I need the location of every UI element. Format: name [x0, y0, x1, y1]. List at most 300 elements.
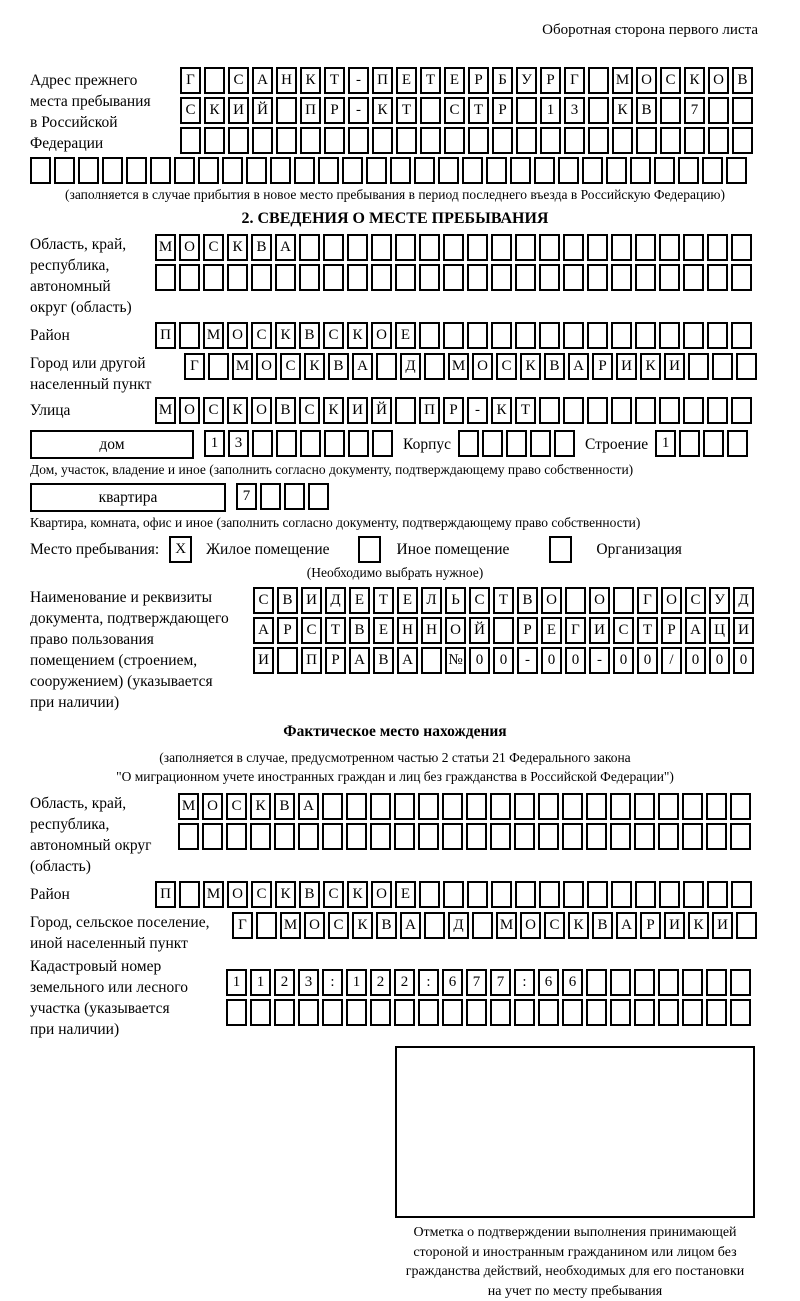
char-cell[interactable]: П: [372, 67, 393, 94]
char-cell[interactable]: А: [252, 67, 273, 94]
char-cell[interactable]: П: [300, 97, 321, 124]
char-cell[interactable]: Р: [492, 97, 513, 124]
char-cell[interactable]: В: [732, 67, 753, 94]
char-cell[interactable]: [612, 127, 633, 154]
char-cell[interactable]: О: [227, 881, 248, 908]
char-cell[interactable]: [682, 969, 703, 996]
char-cell[interactable]: М: [203, 881, 224, 908]
char-cell[interactable]: [634, 793, 655, 820]
char-cell[interactable]: [563, 881, 584, 908]
char-cell[interactable]: [222, 157, 243, 184]
char-cell[interactable]: [298, 999, 319, 1026]
char-cell[interactable]: [443, 234, 464, 261]
char-cell[interactable]: С: [469, 587, 490, 614]
char-cell[interactable]: [347, 234, 368, 261]
char-cell[interactable]: [276, 127, 297, 154]
char-cell[interactable]: [203, 264, 224, 291]
char-cell[interactable]: [586, 999, 607, 1026]
char-cell[interactable]: [54, 157, 75, 184]
char-cell[interactable]: А: [685, 617, 706, 644]
char-cell[interactable]: М: [155, 234, 176, 261]
char-cell[interactable]: [538, 999, 559, 1026]
char-cell[interactable]: К: [347, 881, 368, 908]
char-cell[interactable]: О: [256, 353, 277, 380]
char-cell[interactable]: [420, 97, 441, 124]
char-cell[interactable]: [514, 793, 535, 820]
char-cell[interactable]: [635, 322, 656, 349]
char-cell[interactable]: [654, 157, 675, 184]
char-cell[interactable]: С: [228, 67, 249, 94]
char-cell[interactable]: Е: [396, 67, 417, 94]
char-cell[interactable]: [539, 881, 560, 908]
char-cell[interactable]: А: [275, 234, 296, 261]
char-cell[interactable]: [466, 793, 487, 820]
char-cell[interactable]: М: [612, 67, 633, 94]
char-cell[interactable]: [252, 127, 273, 154]
char-cell[interactable]: [491, 881, 512, 908]
char-cell[interactable]: [534, 157, 555, 184]
char-cell[interactable]: Н: [421, 617, 442, 644]
char-cell[interactable]: [635, 881, 656, 908]
char-cell[interactable]: В: [275, 397, 296, 424]
char-cell[interactable]: [708, 97, 729, 124]
char-cell[interactable]: [394, 823, 415, 850]
char-cell[interactable]: Р: [325, 647, 346, 674]
char-cell[interactable]: О: [227, 322, 248, 349]
char-cell[interactable]: Т: [420, 67, 441, 94]
char-cell[interactable]: К: [304, 353, 325, 380]
char-cell[interactable]: [277, 647, 298, 674]
char-cell[interactable]: [530, 430, 551, 457]
char-cell[interactable]: [202, 823, 223, 850]
char-cell[interactable]: [250, 999, 271, 1026]
char-cell[interactable]: [251, 264, 272, 291]
char-cell[interactable]: О: [179, 397, 200, 424]
char-cell[interactable]: [366, 157, 387, 184]
char-cell[interactable]: [587, 234, 608, 261]
char-cell[interactable]: 1: [655, 430, 676, 457]
char-cell[interactable]: [155, 264, 176, 291]
char-cell[interactable]: [515, 881, 536, 908]
char-cell[interactable]: Г: [180, 67, 201, 94]
char-cell[interactable]: [322, 999, 343, 1026]
char-cell[interactable]: [394, 999, 415, 1026]
char-cell[interactable]: [588, 67, 609, 94]
char-cell[interactable]: [252, 430, 273, 457]
char-cell[interactable]: П: [301, 647, 322, 674]
char-cell[interactable]: 3: [228, 430, 249, 457]
char-cell[interactable]: [438, 157, 459, 184]
char-cell[interactable]: [468, 127, 489, 154]
char-cell[interactable]: [516, 97, 537, 124]
char-cell[interactable]: [442, 793, 463, 820]
char-cell[interactable]: Р: [468, 67, 489, 94]
char-cell[interactable]: В: [636, 97, 657, 124]
char-cell[interactable]: [492, 127, 513, 154]
char-cell[interactable]: Г: [565, 617, 586, 644]
char-cell[interactable]: [421, 647, 442, 674]
char-cell[interactable]: [582, 157, 603, 184]
char-cell[interactable]: [635, 264, 656, 291]
char-cell[interactable]: М: [203, 322, 224, 349]
char-cell[interactable]: О: [202, 793, 223, 820]
char-cell[interactable]: А: [352, 353, 373, 380]
char-cell[interactable]: [558, 157, 579, 184]
char-cell[interactable]: [179, 322, 200, 349]
char-cell[interactable]: [610, 793, 631, 820]
char-cell[interactable]: Т: [373, 587, 394, 614]
char-cell[interactable]: [227, 264, 248, 291]
char-cell[interactable]: [390, 157, 411, 184]
char-cell[interactable]: [443, 881, 464, 908]
char-cell[interactable]: К: [227, 397, 248, 424]
char-cell[interactable]: В: [299, 322, 320, 349]
char-cell[interactable]: [348, 430, 369, 457]
char-cell[interactable]: [276, 430, 297, 457]
char-cell[interactable]: С: [544, 912, 565, 939]
stay-option-residential-checkbox[interactable]: X: [169, 536, 192, 563]
char-cell[interactable]: [444, 127, 465, 154]
char-cell[interactable]: [736, 353, 757, 380]
char-cell[interactable]: 1: [540, 97, 561, 124]
char-cell[interactable]: [467, 322, 488, 349]
char-cell[interactable]: С: [496, 353, 517, 380]
char-cell[interactable]: [300, 430, 321, 457]
char-cell[interactable]: [324, 127, 345, 154]
char-cell[interactable]: [226, 823, 247, 850]
char-cell[interactable]: [276, 97, 297, 124]
char-cell[interactable]: 0: [709, 647, 730, 674]
char-cell[interactable]: 0: [685, 647, 706, 674]
char-cell[interactable]: И: [664, 912, 685, 939]
char-cell[interactable]: К: [227, 234, 248, 261]
char-cell[interactable]: [587, 881, 608, 908]
char-cell[interactable]: [730, 969, 751, 996]
char-cell[interactable]: В: [251, 234, 272, 261]
char-cell[interactable]: С: [328, 912, 349, 939]
char-cell[interactable]: Г: [232, 912, 253, 939]
char-cell[interactable]: Г: [564, 67, 585, 94]
char-cell[interactable]: [660, 127, 681, 154]
char-cell[interactable]: [226, 999, 247, 1026]
char-cell[interactable]: [684, 127, 705, 154]
char-cell[interactable]: [563, 397, 584, 424]
char-cell[interactable]: И: [301, 587, 322, 614]
char-cell[interactable]: [678, 157, 699, 184]
char-cell[interactable]: [515, 322, 536, 349]
char-cell[interactable]: [443, 264, 464, 291]
char-cell[interactable]: [732, 127, 753, 154]
char-cell[interactable]: [491, 264, 512, 291]
char-cell[interactable]: 0: [733, 647, 754, 674]
char-cell[interactable]: Е: [444, 67, 465, 94]
char-cell[interactable]: Р: [661, 617, 682, 644]
char-cell[interactable]: [298, 823, 319, 850]
char-cell[interactable]: К: [372, 97, 393, 124]
char-cell[interactable]: Д: [325, 587, 346, 614]
char-cell[interactable]: [538, 793, 559, 820]
char-cell[interactable]: [730, 999, 751, 1026]
char-cell[interactable]: И: [347, 397, 368, 424]
char-cell[interactable]: [587, 264, 608, 291]
char-cell[interactable]: А: [400, 912, 421, 939]
char-cell[interactable]: [688, 353, 709, 380]
char-cell[interactable]: [284, 483, 305, 510]
char-cell[interactable]: [178, 823, 199, 850]
char-cell[interactable]: [636, 127, 657, 154]
char-cell[interactable]: [659, 234, 680, 261]
char-cell[interactable]: [707, 397, 728, 424]
char-cell[interactable]: [506, 430, 527, 457]
char-cell[interactable]: [516, 127, 537, 154]
char-cell[interactable]: [514, 823, 535, 850]
char-cell[interactable]: [658, 823, 679, 850]
char-cell[interactable]: И: [228, 97, 249, 124]
char-cell[interactable]: К: [612, 97, 633, 124]
char-cell[interactable]: К: [520, 353, 541, 380]
char-cell[interactable]: [323, 264, 344, 291]
char-cell[interactable]: В: [517, 587, 538, 614]
char-cell[interactable]: [256, 912, 277, 939]
char-cell[interactable]: [682, 823, 703, 850]
char-cell[interactable]: [204, 127, 225, 154]
char-cell[interactable]: С: [251, 322, 272, 349]
char-cell[interactable]: М: [280, 912, 301, 939]
char-cell[interactable]: Р: [540, 67, 561, 94]
char-cell[interactable]: [228, 127, 249, 154]
char-cell[interactable]: А: [298, 793, 319, 820]
char-cell[interactable]: [204, 67, 225, 94]
char-cell[interactable]: Н: [397, 617, 418, 644]
char-cell[interactable]: [418, 999, 439, 1026]
char-cell[interactable]: [539, 264, 560, 291]
char-cell[interactable]: 0: [469, 647, 490, 674]
char-cell[interactable]: О: [541, 587, 562, 614]
char-cell[interactable]: 1: [250, 969, 271, 996]
char-cell[interactable]: [707, 322, 728, 349]
char-cell[interactable]: [514, 999, 535, 1026]
char-cell[interactable]: В: [274, 793, 295, 820]
char-cell[interactable]: [659, 881, 680, 908]
char-cell[interactable]: М: [232, 353, 253, 380]
char-cell[interactable]: [270, 157, 291, 184]
char-cell[interactable]: [683, 322, 704, 349]
char-cell[interactable]: [588, 97, 609, 124]
char-cell[interactable]: [606, 157, 627, 184]
char-cell[interactable]: У: [516, 67, 537, 94]
char-cell[interactable]: [395, 234, 416, 261]
char-cell[interactable]: М: [178, 793, 199, 820]
char-cell[interactable]: О: [304, 912, 325, 939]
char-cell[interactable]: [539, 234, 560, 261]
char-cell[interactable]: 7: [684, 97, 705, 124]
char-cell[interactable]: К: [491, 397, 512, 424]
char-cell[interactable]: [706, 793, 727, 820]
char-cell[interactable]: О: [179, 234, 200, 261]
char-cell[interactable]: [610, 969, 631, 996]
char-cell[interactable]: [250, 823, 271, 850]
char-cell[interactable]: [419, 322, 440, 349]
char-cell[interactable]: 1: [226, 969, 247, 996]
char-cell[interactable]: Е: [349, 587, 370, 614]
char-cell[interactable]: В: [592, 912, 613, 939]
char-cell[interactable]: [731, 264, 752, 291]
char-cell[interactable]: Д: [448, 912, 469, 939]
char-cell[interactable]: [539, 322, 560, 349]
char-cell[interactable]: [611, 322, 632, 349]
char-cell[interactable]: П: [419, 397, 440, 424]
char-cell[interactable]: В: [544, 353, 565, 380]
char-cell[interactable]: К: [568, 912, 589, 939]
char-cell[interactable]: [274, 999, 295, 1026]
char-cell[interactable]: -: [467, 397, 488, 424]
char-cell[interactable]: 0: [637, 647, 658, 674]
char-cell[interactable]: С: [203, 397, 224, 424]
char-cell[interactable]: С: [323, 881, 344, 908]
char-cell[interactable]: С: [180, 97, 201, 124]
char-cell[interactable]: [708, 127, 729, 154]
char-cell[interactable]: Й: [371, 397, 392, 424]
char-cell[interactable]: [347, 264, 368, 291]
char-cell[interactable]: №: [445, 647, 466, 674]
char-cell[interactable]: Р: [517, 617, 538, 644]
char-cell[interactable]: М: [155, 397, 176, 424]
char-cell[interactable]: К: [640, 353, 661, 380]
char-cell[interactable]: Т: [325, 617, 346, 644]
char-cell[interactable]: [730, 793, 751, 820]
char-cell[interactable]: [736, 912, 757, 939]
char-cell[interactable]: /: [661, 647, 682, 674]
char-cell[interactable]: [613, 587, 634, 614]
char-cell[interactable]: В: [373, 647, 394, 674]
char-cell[interactable]: 2: [370, 969, 391, 996]
char-cell[interactable]: [443, 322, 464, 349]
char-cell[interactable]: О: [708, 67, 729, 94]
char-cell[interactable]: [727, 430, 748, 457]
char-cell[interactable]: [586, 793, 607, 820]
char-cell[interactable]: [703, 430, 724, 457]
char-cell[interactable]: [418, 793, 439, 820]
char-cell[interactable]: Ь: [445, 587, 466, 614]
char-cell[interactable]: К: [684, 67, 705, 94]
char-cell[interactable]: [300, 127, 321, 154]
char-cell[interactable]: [458, 430, 479, 457]
char-cell[interactable]: [490, 823, 511, 850]
char-cell[interactable]: [726, 157, 747, 184]
char-cell[interactable]: Т: [468, 97, 489, 124]
char-cell[interactable]: [370, 999, 391, 1026]
char-cell[interactable]: Т: [324, 67, 345, 94]
char-cell[interactable]: [372, 127, 393, 154]
char-cell[interactable]: [554, 430, 575, 457]
char-cell[interactable]: [322, 793, 343, 820]
char-cell[interactable]: [346, 999, 367, 1026]
char-cell[interactable]: С: [226, 793, 247, 820]
char-cell[interactable]: [563, 264, 584, 291]
char-cell[interactable]: [659, 264, 680, 291]
char-cell[interactable]: [318, 157, 339, 184]
char-cell[interactable]: В: [277, 587, 298, 614]
char-cell[interactable]: [565, 587, 586, 614]
char-cell[interactable]: С: [660, 67, 681, 94]
char-cell[interactable]: [562, 823, 583, 850]
char-cell[interactable]: [418, 823, 439, 850]
char-cell[interactable]: [179, 264, 200, 291]
char-cell[interactable]: [588, 127, 609, 154]
char-cell[interactable]: Р: [443, 397, 464, 424]
char-cell[interactable]: -: [589, 647, 610, 674]
char-cell[interactable]: [712, 353, 733, 380]
char-cell[interactable]: [442, 999, 463, 1026]
char-cell[interactable]: 1: [204, 430, 225, 457]
char-cell[interactable]: [466, 999, 487, 1026]
char-cell[interactable]: [634, 999, 655, 1026]
char-cell[interactable]: [610, 999, 631, 1026]
char-cell[interactable]: [491, 322, 512, 349]
char-cell[interactable]: Г: [184, 353, 205, 380]
char-cell[interactable]: В: [349, 617, 370, 644]
char-cell[interactable]: И: [616, 353, 637, 380]
char-cell[interactable]: [635, 234, 656, 261]
char-cell[interactable]: [371, 264, 392, 291]
char-cell[interactable]: Ц: [709, 617, 730, 644]
char-cell[interactable]: И: [589, 617, 610, 644]
char-cell[interactable]: [490, 793, 511, 820]
char-cell[interactable]: [611, 264, 632, 291]
char-cell[interactable]: Й: [252, 97, 273, 124]
char-cell[interactable]: [395, 264, 416, 291]
char-cell[interactable]: -: [517, 647, 538, 674]
char-cell[interactable]: [150, 157, 171, 184]
char-cell[interactable]: [611, 881, 632, 908]
char-cell[interactable]: [424, 353, 445, 380]
char-cell[interactable]: :: [418, 969, 439, 996]
char-cell[interactable]: [731, 234, 752, 261]
char-cell[interactable]: [679, 430, 700, 457]
char-cell[interactable]: [706, 969, 727, 996]
char-cell[interactable]: [208, 353, 229, 380]
char-cell[interactable]: [414, 157, 435, 184]
char-cell[interactable]: [658, 969, 679, 996]
char-cell[interactable]: 0: [541, 647, 562, 674]
char-cell[interactable]: [322, 823, 343, 850]
char-cell[interactable]: [372, 430, 393, 457]
char-cell[interactable]: [424, 912, 445, 939]
char-cell[interactable]: [707, 881, 728, 908]
char-cell[interactable]: 3: [298, 969, 319, 996]
char-cell[interactable]: 2: [394, 969, 415, 996]
char-cell[interactable]: [466, 823, 487, 850]
char-cell[interactable]: [394, 793, 415, 820]
char-cell[interactable]: [442, 823, 463, 850]
char-cell[interactable]: [659, 397, 680, 424]
char-cell[interactable]: М: [496, 912, 517, 939]
char-cell[interactable]: [260, 483, 281, 510]
char-cell[interactable]: О: [661, 587, 682, 614]
char-cell[interactable]: О: [636, 67, 657, 94]
char-cell[interactable]: Й: [469, 617, 490, 644]
char-cell[interactable]: :: [322, 969, 343, 996]
char-cell[interactable]: [30, 157, 51, 184]
char-cell[interactable]: И: [733, 617, 754, 644]
char-cell[interactable]: П: [155, 322, 176, 349]
char-cell[interactable]: Р: [640, 912, 661, 939]
char-cell[interactable]: Г: [637, 587, 658, 614]
char-cell[interactable]: [658, 999, 679, 1026]
char-cell[interactable]: К: [323, 397, 344, 424]
char-cell[interactable]: [635, 397, 656, 424]
char-cell[interactable]: Т: [515, 397, 536, 424]
